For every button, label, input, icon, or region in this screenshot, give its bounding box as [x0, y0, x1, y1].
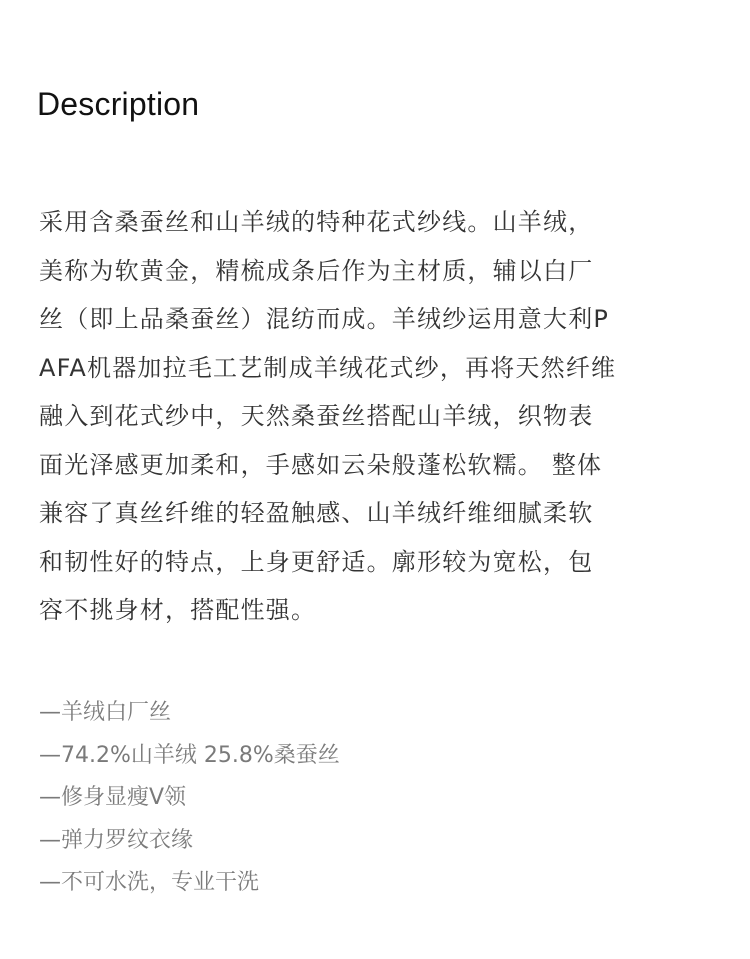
description-line: 兼容了真丝纤维的轻盈触感、山羊绒纤维细腻柔软: [39, 499, 594, 527]
feature-item-v-neck: —修身显瘦V领: [39, 785, 187, 810]
description-line: 美称为软黄金，精梳成条后作为主材质，辅以白厂: [39, 256, 594, 285]
description-line: 面光泽感更加柔和，手感如云朵般蓬松软糯。 整体: [39, 450, 603, 479]
description-line: AFA机器加拉毛工艺制成羊绒花式纱，再将天然纤维: [39, 353, 617, 382]
feature-item-care: —不可水洗，专业干洗: [39, 870, 260, 895]
description-text: [39, 198, 699, 635]
description-line: 丝（即上品桑蚕丝）混纺而成。羊绒纱运用意大利P: [39, 305, 610, 333]
description-line: 和韧性好的特点，上身更舒适。廓形较为宽松，包: [39, 547, 594, 576]
feature-item-cashmere-silk: —羊绒白厂丝: [39, 700, 172, 725]
description-line: 容不挑身材，搭配性强。: [39, 596, 317, 624]
feature-item-rib-trim: —弹力罗纹衣缘: [39, 827, 194, 853]
section-title: Description: [37, 86, 200, 122]
description-line: 采用含桑蚕丝和山羊绒的特种花式纱线。山羊绒，: [39, 208, 594, 236]
feature-item-composition: —74.2%山羊绒 25.8%桑蚕丝: [39, 742, 340, 768]
feature-list: [39, 692, 699, 905]
description-line: 融入到花式纱中，天然桑蚕丝搭配山羊绒，织物表: [39, 402, 594, 430]
